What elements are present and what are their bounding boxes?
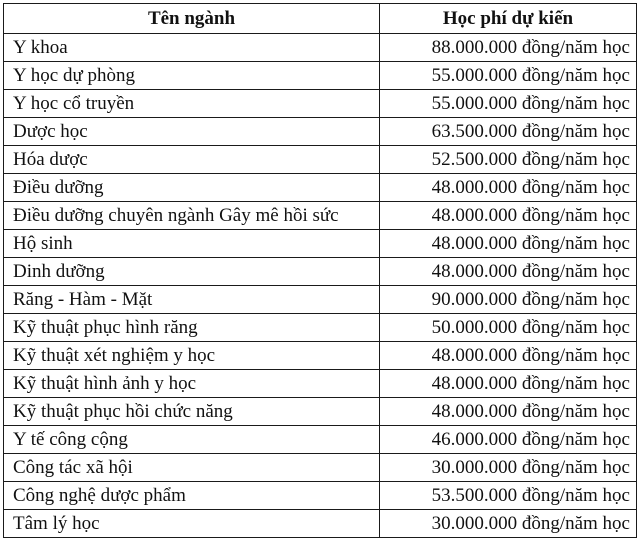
fee-cell: 48.000.000 đồng/năm học <box>380 230 637 258</box>
table-row <box>4 426 637 454</box>
table-row <box>4 370 637 398</box>
fee-cell: 48.000.000 đồng/năm học <box>380 174 637 202</box>
header-major-name: Tên ngành <box>4 4 380 34</box>
fee-cell: 50.000.000 đồng/năm học <box>380 314 637 342</box>
table-row <box>4 482 637 510</box>
major-name-cell: Kỹ thuật xét nghiệm y học <box>4 342 380 370</box>
major-name-cell: Công tác xã hội <box>4 454 380 482</box>
major-name-cell: Kỹ thuật phục hồi chức năng <box>4 398 380 426</box>
major-name-cell: Y khoa <box>4 34 380 62</box>
table-row <box>4 118 637 146</box>
fee-cell: 52.500.000 đồng/năm học <box>380 146 637 174</box>
fee-cell: 46.000.000 đồng/năm học <box>380 426 637 454</box>
major-name-cell: Tâm lý học <box>4 510 380 538</box>
table-row <box>4 146 637 174</box>
major-name-cell: Y tế công cộng <box>4 426 380 454</box>
major-name-cell: Kỹ thuật hình ảnh y học <box>4 370 380 398</box>
fee-cell: 48.000.000 đồng/năm học <box>380 202 637 230</box>
table-row <box>4 398 637 426</box>
major-name-cell: Răng - Hàm - Mặt <box>4 286 380 314</box>
major-name-cell: Điều dưỡng chuyên ngành Gây mê hồi sức <box>4 202 380 230</box>
table-row <box>4 34 637 62</box>
fee-cell: 63.500.000 đồng/năm học <box>380 118 637 146</box>
table-row <box>4 62 637 90</box>
major-name-cell: Dược học <box>4 118 380 146</box>
fee-cell: 53.500.000 đồng/năm học <box>380 482 637 510</box>
table-row <box>4 342 637 370</box>
fee-cell: 90.000.000 đồng/năm học <box>380 286 637 314</box>
fee-cell: 30.000.000 đồng/năm học <box>380 510 637 538</box>
major-name-cell: Điều dưỡng <box>4 174 380 202</box>
fee-cell: 30.000.000 đồng/năm học <box>380 454 637 482</box>
fee-cell: 88.000.000 đồng/năm học <box>380 34 637 62</box>
table-row <box>4 258 637 286</box>
major-name-cell: Kỹ thuật phục hình răng <box>4 314 380 342</box>
major-name-cell: Y học cổ truyền <box>4 90 380 118</box>
table-row <box>4 286 637 314</box>
major-name-cell: Công nghệ dược phẩm <box>4 482 380 510</box>
table-row <box>4 454 637 482</box>
table-row <box>4 174 637 202</box>
fee-cell: 55.000.000 đồng/năm học <box>380 62 637 90</box>
table-row <box>4 90 637 118</box>
fee-cell: 48.000.000 đồng/năm học <box>380 258 637 286</box>
header-expected-fee: Học phí dự kiến <box>380 4 637 34</box>
table-row <box>4 202 637 230</box>
table-row <box>4 510 637 538</box>
major-name-cell: Hóa dược <box>4 146 380 174</box>
fee-cell: 48.000.000 đồng/năm học <box>380 370 637 398</box>
fee-cell: 48.000.000 đồng/năm học <box>380 342 637 370</box>
table-row <box>4 314 637 342</box>
table-header-row <box>4 4 637 34</box>
tuition-fee-table <box>3 3 637 538</box>
major-name-cell: Y học dự phòng <box>4 62 380 90</box>
major-name-cell: Dinh dưỡng <box>4 258 380 286</box>
fee-cell: 55.000.000 đồng/năm học <box>380 90 637 118</box>
table-row <box>4 230 637 258</box>
major-name-cell: Hộ sinh <box>4 230 380 258</box>
fee-cell: 48.000.000 đồng/năm học <box>380 398 637 426</box>
